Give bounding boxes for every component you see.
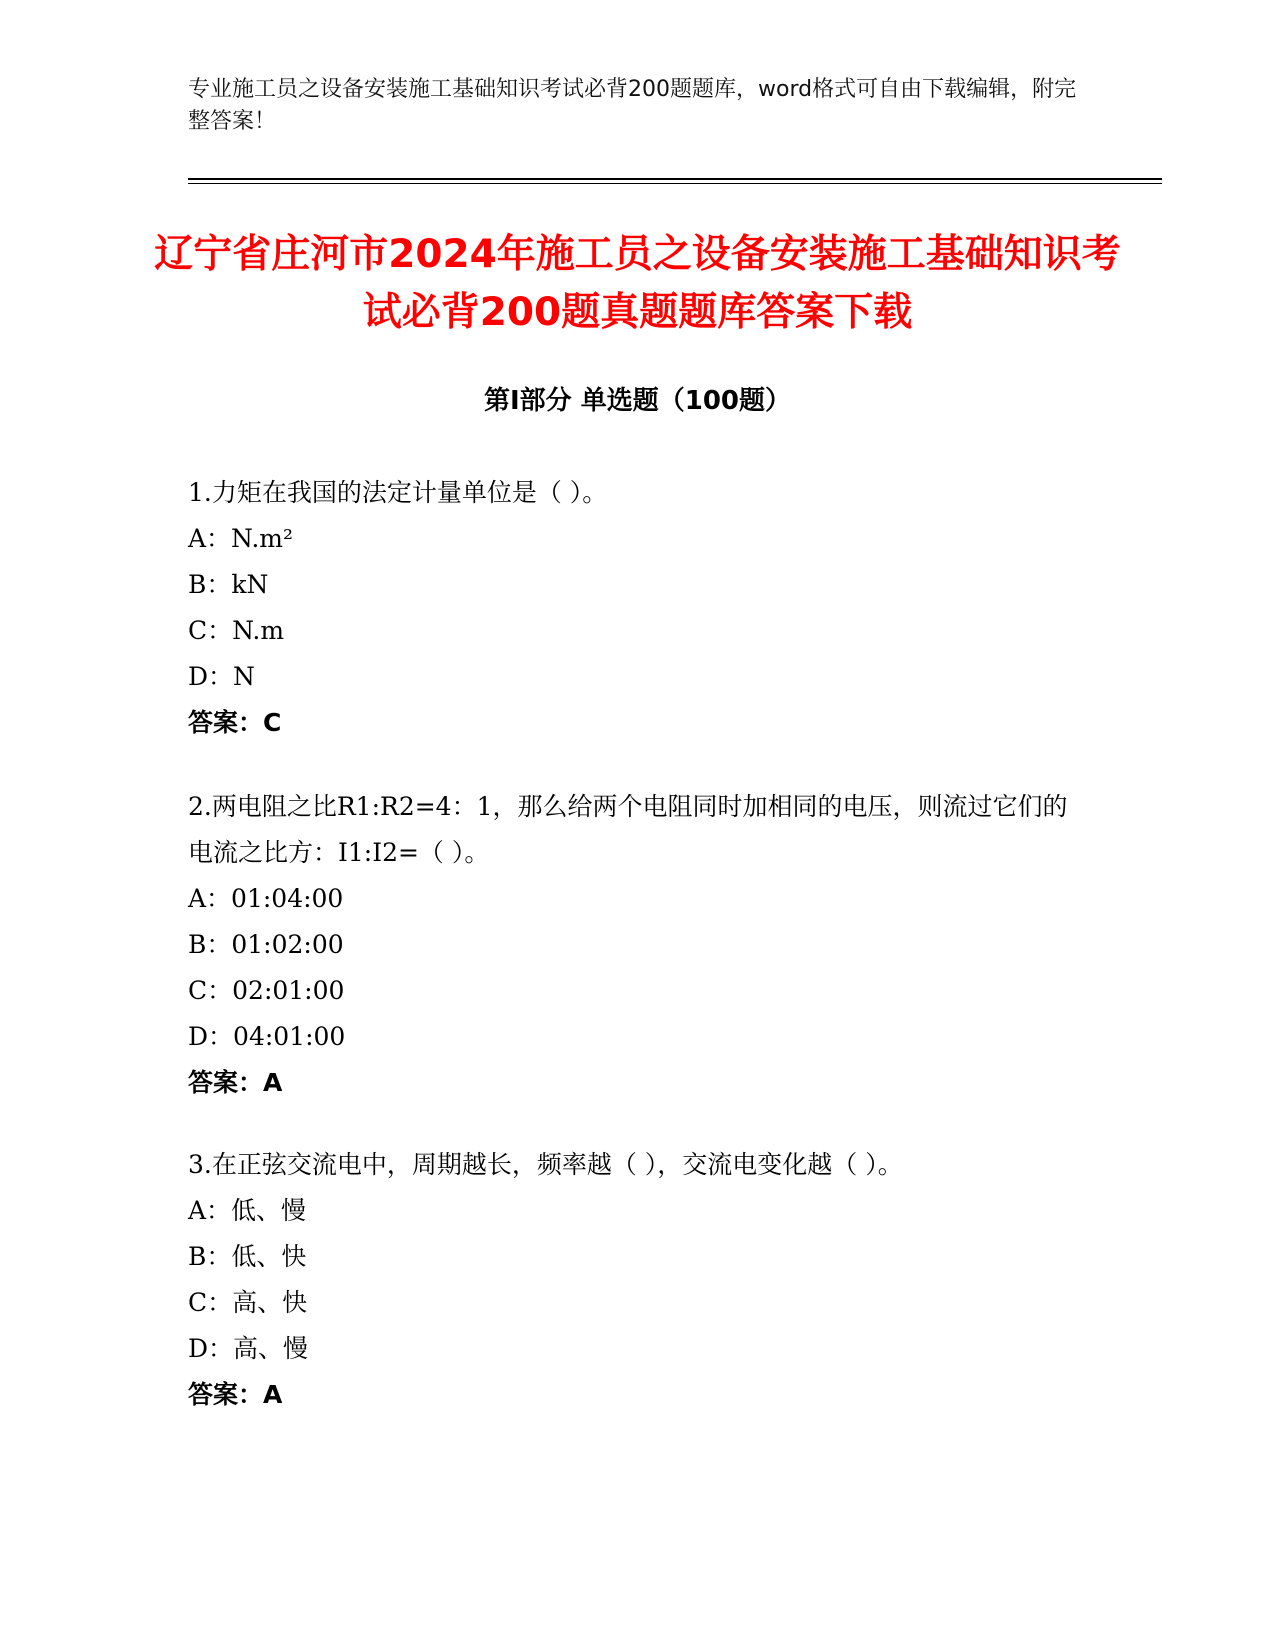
option-b: B：低、快 (188, 1242, 307, 1271)
option-d: D：04:01:00 (188, 1022, 346, 1051)
header-note: 专业施工员之设备安装施工基础知识考试必背200题题库，word格式可自由下载编辑，附完整答案！ (188, 77, 1077, 134)
document-title: 辽宁省庄河市2024年施工员之设备安装施工基础知识考试必背200题真题题库答案下载 (154, 232, 1121, 335)
option-c: C：N.m (188, 616, 285, 645)
question-3 (188, 1142, 1078, 1418)
question-2 (188, 784, 1078, 1106)
option-d: D：N (188, 662, 255, 691)
header-rule-thin (188, 183, 1162, 184)
option-c: C：高、快 (188, 1288, 308, 1317)
option-b: B：01:02:00 (188, 930, 344, 959)
answer: 答案：C (188, 708, 282, 737)
question-stem: 3.在正弦交流电中，周期越长，频率越（ ），交流电变化越（ ）。 (188, 1150, 903, 1179)
option-a: A：N.m² (188, 524, 294, 553)
option-c: C：02:01:00 (188, 976, 345, 1005)
option-a: A：低、慢 (188, 1196, 307, 1225)
question-stem: 1.力矩在我国的法定计量单位是（ ）。 (188, 478, 608, 507)
question-stem: 2.两电阻之比R1:R2=4：1，那么给两个电阻同时加相同的电压，则流过它们的电流之比方：I1:I2=（ ）。 (188, 792, 1068, 867)
answer: 答案：A (188, 1380, 283, 1409)
option-d: D：高、慢 (188, 1334, 309, 1363)
header-rule-thick (188, 178, 1162, 180)
section-heading: 第Ⅰ部分 单选题（100题） (484, 386, 791, 416)
answer: 答案：A (188, 1068, 283, 1097)
option-b: B：kN (188, 570, 269, 599)
option-a: A：01:04:00 (188, 884, 344, 913)
question-1 (188, 470, 1078, 746)
